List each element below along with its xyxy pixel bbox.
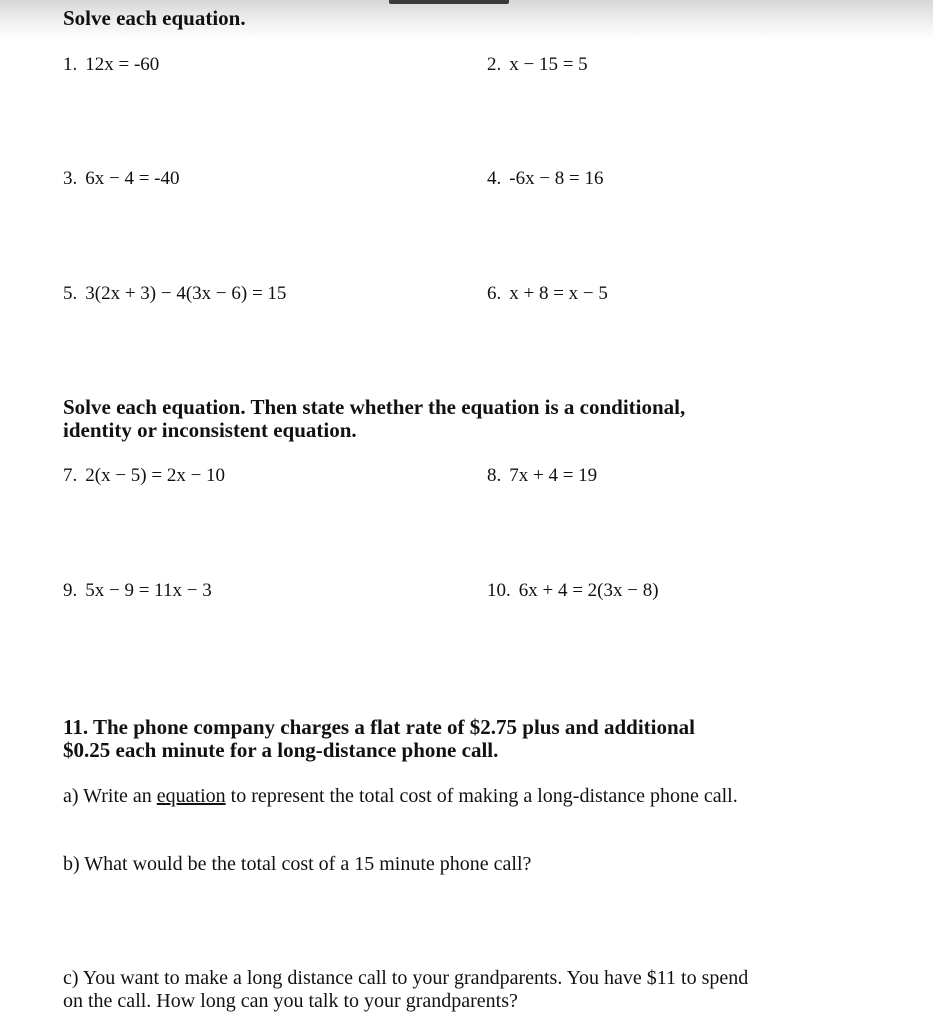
equation-link[interactable]: equation xyxy=(156,785,226,807)
problem-number: 4. xyxy=(487,168,502,189)
problem-equation: 2(x − 5) = 2x − 10 xyxy=(85,465,226,486)
problem-number: 7. xyxy=(63,465,78,486)
problem-11-heading-line1: 11. The phone company charges a flat rate of $2.75 plus and additional xyxy=(63,715,696,739)
problem-equation: -6x − 8 = 16 xyxy=(509,168,604,189)
problem-number: 3. xyxy=(63,168,78,189)
part-c-line1: c) You want to make a long distance call to your grandparents. You have $11 to spend xyxy=(63,967,749,989)
part-a-text-start: a) Write an xyxy=(63,785,157,807)
problem-number: 2. xyxy=(487,54,502,75)
problem-equation: x + 8 = x − 5 xyxy=(509,283,608,304)
problem-equation: 12x = -60 xyxy=(85,54,160,75)
problem-number: 6. xyxy=(487,283,502,304)
problem-number: 5. xyxy=(63,283,78,304)
problem-equation: 5x − 9 = 11x − 3 xyxy=(85,580,212,601)
problem-3 xyxy=(63,168,180,190)
problem-number: 1. xyxy=(63,54,78,75)
problem-4 xyxy=(487,168,604,190)
problem-number: 10. xyxy=(487,580,511,601)
problem-number: 9. xyxy=(63,580,78,601)
problem-number: 8. xyxy=(487,465,502,486)
problem-11-heading-line2: $0.25 each minute for a long-distance phone call. xyxy=(63,738,499,762)
problem-8 xyxy=(487,465,597,487)
problem-2 xyxy=(487,54,588,76)
problem-equation: 6x + 4 = 2(3x − 8) xyxy=(518,580,659,601)
problem-6 xyxy=(487,283,608,305)
problem-equation: 7x + 4 = 19 xyxy=(509,465,598,486)
problem-9 xyxy=(63,580,212,602)
section1-heading: Solve each equation. xyxy=(63,6,246,30)
problem-10 xyxy=(487,580,659,602)
section2-heading-line2: identity or inconsistent equation. xyxy=(63,418,357,442)
part-a xyxy=(63,785,738,808)
problem-equation: x − 15 = 5 xyxy=(509,54,588,75)
top-handle-bar xyxy=(389,0,509,4)
problem-equation: 6x − 4 = -40 xyxy=(85,168,180,189)
part-c-line2: on the call. How long can you talk to your grandparents? xyxy=(63,990,518,1012)
part-a-text-end: to represent the total cost of making a long-distance phone call. xyxy=(225,785,738,807)
section2-heading-line1: Solve each equation. Then state whether the equation is a conditional, xyxy=(63,395,686,419)
problem-7 xyxy=(63,465,225,487)
problem-5 xyxy=(63,283,286,305)
part-b: b) What would be the total cost of a 15 minute phone call? xyxy=(63,853,532,875)
problem-1 xyxy=(63,54,159,76)
problem-equation: 3(2x + 3) − 4(3x − 6) = 15 xyxy=(85,283,287,304)
